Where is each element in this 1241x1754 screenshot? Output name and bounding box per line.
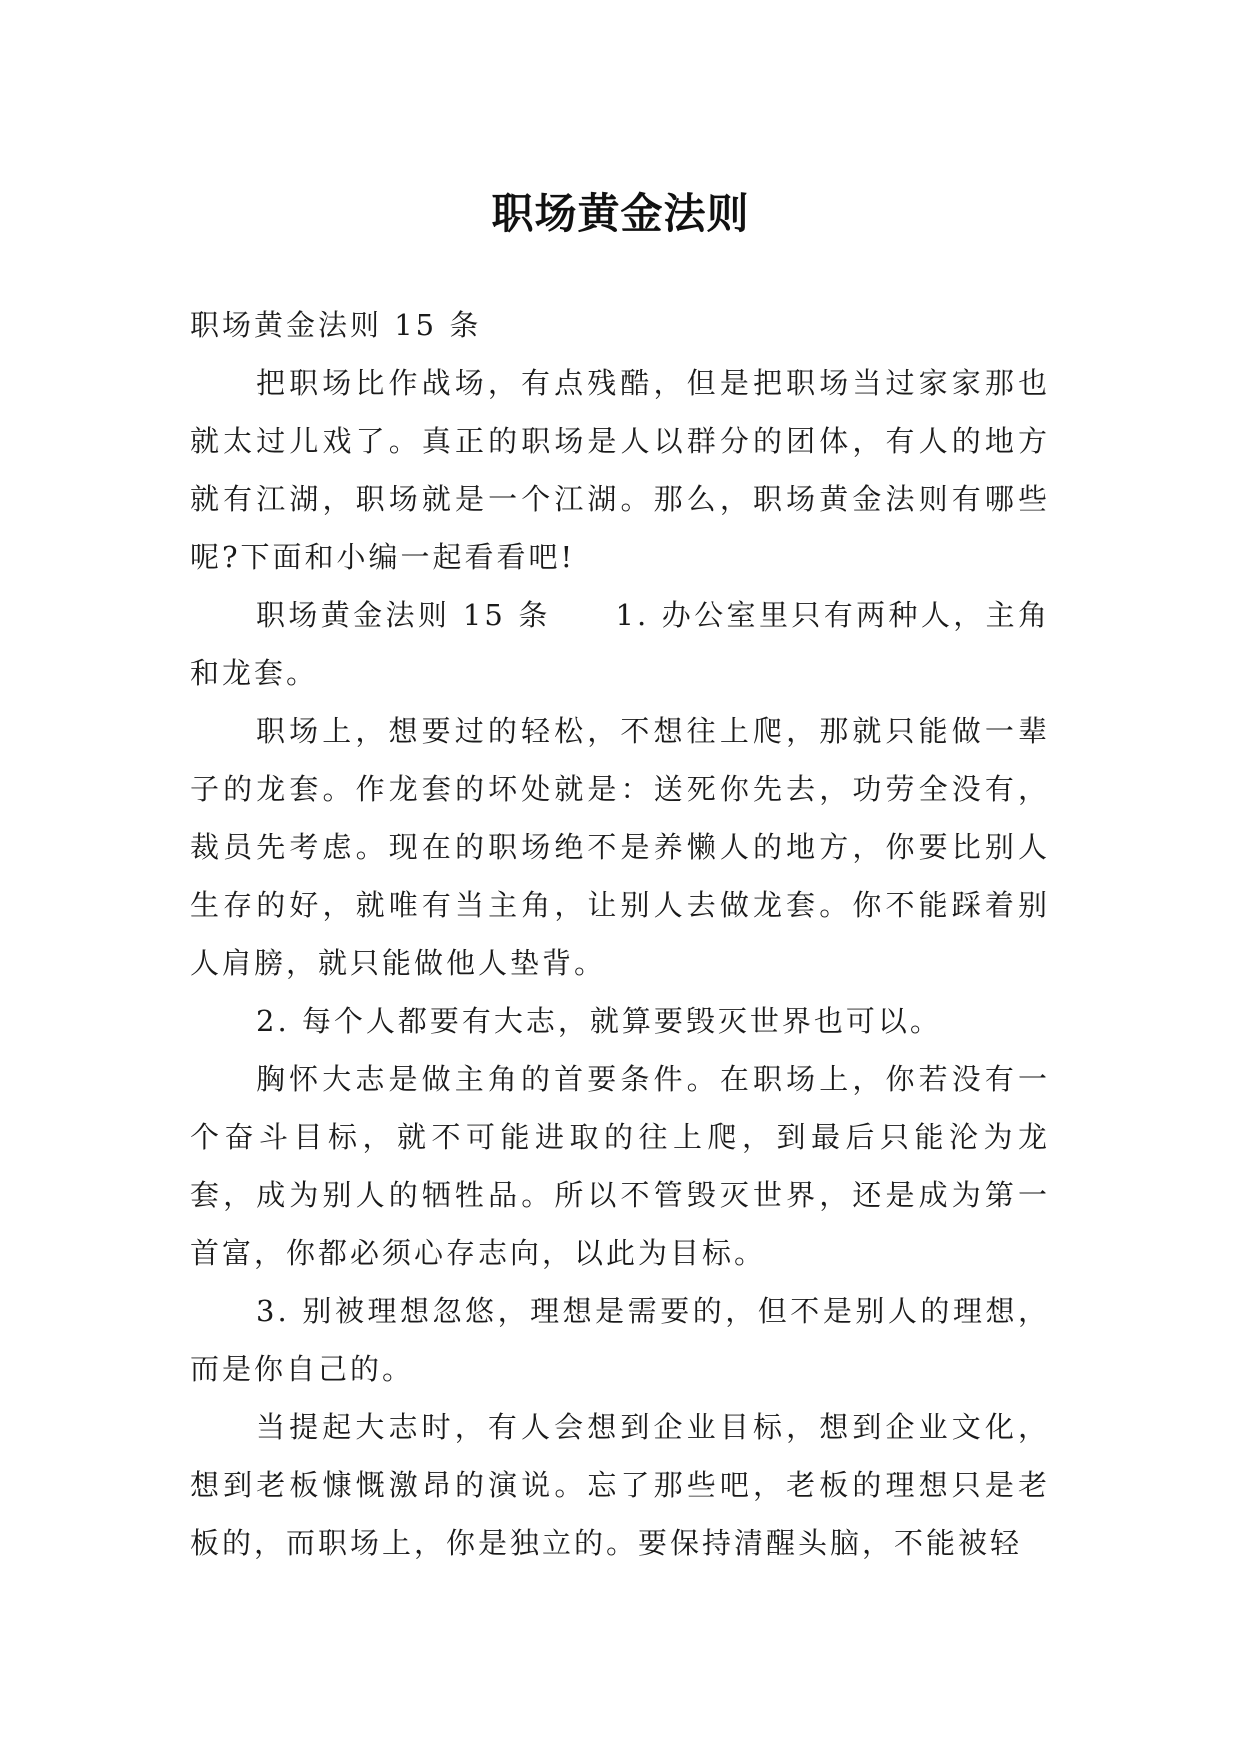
body-paragraph: 职场上，想要过的轻松，不想往上爬，那就只能做一辈子的龙套。作龙套的坏处就是：送死你先去，功劳全没有，裁员先考虑。现在的职场绝不是养懒人的地方，你要比别人生存的好，就唯有当主角，让别人去做龙套。你不能踩着别人肩膀，就只能做他人垫背。 <box>190 714 1050 980</box>
body-paragraph: 3. 别被理想忽悠，理想是需要的，但不是别人的理想，而是你自己的。 <box>190 1294 1050 1386</box>
body-paragraph: 当提起大志时，有人会想到企业目标，想到企业文化，想到老板慷慨激昂的演说。忘了那些吧，老板的理想只是老板的，而职场上，你是独立的。要保持清醒头脑，不能被轻 <box>190 1410 1050 1560</box>
body-paragraph: 职场黄金法则 15 条 <box>190 308 482 342</box>
body-paragraph: 2. 每个人都要有大志，就算要毁灭世界也可以。 <box>256 1004 942 1038</box>
body-paragraph: 职场黄金法则 15 条 1. 办公室里只有两种人，主角和龙套。 <box>190 598 1050 690</box>
body-paragraph: 把职场比作战场，有点残酷，但是把职场当过家家那也就太过儿戏了。真正的职场是人以群分的团体，有人的地方就有江湖，职场就是一个江湖。那么，职场黄金法则有哪些呢?下面和小编一起看看吧! <box>190 366 1050 574</box>
document-title: 职场黄金法则 <box>491 189 750 239</box>
document-body <box>190 296 1050 1572</box>
body-paragraph: 胸怀大志是做主角的首要条件。在职场上，你若没有一个奋斗目标，就不可能进取的往上爬，到最后只能沦为龙套，成为别人的牺牲品。所以不管毁灭世界，还是成为第一首富，你都必须心存志向，以此为目标。 <box>190 1062 1050 1270</box>
